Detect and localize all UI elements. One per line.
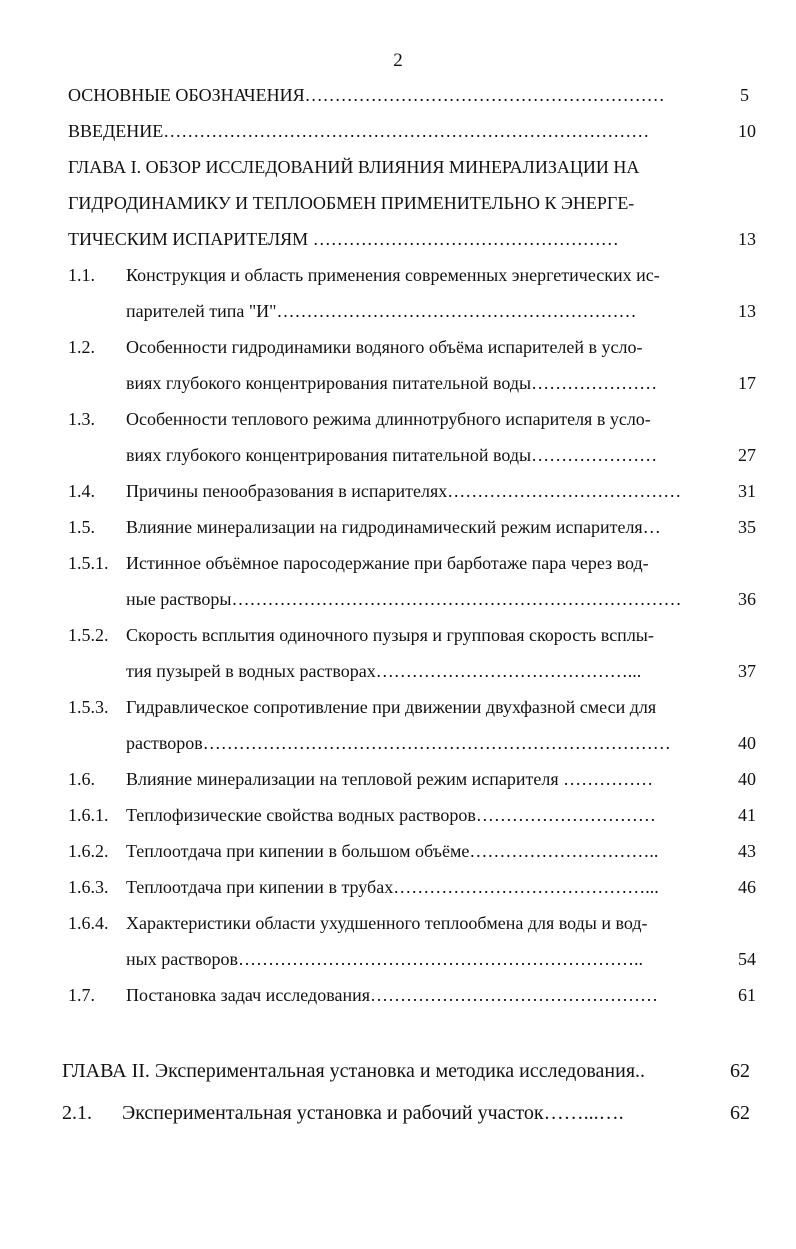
toc-line bbox=[0, 1056, 796, 1086]
toc-entry-title: виях глубокого концентрирования питательной воды………………… bbox=[126, 373, 658, 393]
toc-entry-title: ТИЧЕСКИМ ИСПАРИТЕЛЯМ …………………………………………… bbox=[68, 229, 619, 249]
toc-entry-title: Влияние минерализации на тепловой режим испарителя …………… bbox=[126, 769, 654, 789]
toc-line bbox=[0, 728, 796, 758]
toc-entry-number: 1.6.4. bbox=[68, 913, 109, 933]
toc-entry-number: 1.6.1. bbox=[68, 805, 109, 825]
toc-entry-title: Гидравлическое сопротивление при движении двухфазной смеси для bbox=[126, 697, 657, 717]
toc-page-number: 40 bbox=[738, 733, 756, 753]
toc-entry-title: растворов…………………………………………………………………… bbox=[126, 733, 671, 753]
toc-entry-title: ные растворы………………………………………………………………… bbox=[126, 589, 682, 609]
toc-entry-title: виях глубокого концентрирования питательной воды………………… bbox=[126, 445, 658, 465]
toc-entry-number: 1.5.1. bbox=[68, 553, 109, 573]
toc-line bbox=[0, 584, 796, 614]
toc-entry-title: ГЛАВА II. Экспериментальная установка и методика исследования.. bbox=[62, 1060, 646, 1082]
toc-entry-title: ОСНОВНЫЕ ОБОЗНАЧЕНИЯ…………………………………………………… bbox=[68, 85, 665, 105]
toc-page-number: 10 bbox=[738, 121, 756, 141]
toc-line bbox=[0, 980, 796, 1010]
toc-page-number: 13 bbox=[738, 301, 756, 321]
toc-page-number: 17 bbox=[738, 373, 756, 393]
toc-entry-title: тия пузырей в водных растворах……………………………………... bbox=[126, 661, 642, 681]
toc-entry-number: 1.1. bbox=[68, 265, 95, 285]
toc-entry-number: 1.6. bbox=[68, 769, 95, 789]
toc-page-number: 61 bbox=[738, 985, 756, 1005]
toc-entry-title: Истинное объёмное паросодержание при барботаже пара через вод- bbox=[126, 553, 649, 573]
toc-line bbox=[0, 440, 796, 470]
page-number: 2 bbox=[393, 50, 403, 71]
toc-page-number: 27 bbox=[738, 445, 756, 465]
toc-page-number: 35 bbox=[738, 517, 756, 537]
toc-page-number: 43 bbox=[738, 841, 756, 861]
toc-entry-number: 1.4. bbox=[68, 481, 95, 501]
toc-line bbox=[0, 260, 796, 290]
toc-page-number: 41 bbox=[738, 805, 756, 825]
toc-entry-title: ных растворов………………………………………………………….. bbox=[126, 949, 643, 969]
toc-entry-title: Конструкция и область применения современных энергетических ис- bbox=[126, 265, 660, 285]
toc-entry-title: Теплоотдача при кипении в большом объёме………………………….. bbox=[126, 841, 659, 861]
toc-entry-title: Теплоотдача при кипении в трубах……………………………………... bbox=[126, 877, 659, 897]
toc-entry-number: 2.1. bbox=[62, 1102, 92, 1124]
toc-page-number: 13 bbox=[738, 229, 756, 249]
toc-entry-title: ГИДРОДИНАМИКУ И ТЕПЛООБМЕН ПРИМЕНИТЕЛЬНО К ЭНЕРГЕ- bbox=[68, 193, 635, 213]
toc-line bbox=[0, 908, 796, 938]
toc-entry-title: Постановка задач исследования………………………………………… bbox=[126, 985, 658, 1005]
toc-entry-number: 1.6.2. bbox=[68, 841, 109, 861]
toc-entry-title: Скорость всплытия одиночного пузыря и групповая скорость всплы- bbox=[126, 625, 654, 645]
toc-line bbox=[0, 476, 796, 506]
toc-page-number: 31 bbox=[738, 481, 756, 501]
toc-entry-number: 1.5.2. bbox=[68, 625, 109, 645]
toc-line bbox=[0, 296, 796, 326]
toc-line bbox=[0, 368, 796, 398]
toc-entry-number: 1.7. bbox=[68, 985, 95, 1005]
toc-line bbox=[0, 548, 796, 578]
toc-line bbox=[0, 620, 796, 650]
toc-entry-title: Характеристики области ухудшенного теплообмена для воды и вод- bbox=[126, 913, 648, 933]
toc-entry-number: 1.3. bbox=[68, 409, 95, 429]
toc-entry-number: 1.6.3. bbox=[68, 877, 109, 897]
toc-line bbox=[0, 1098, 796, 1128]
toc-entry-title: Причины пенообразования в испарителях………………………………… bbox=[126, 481, 682, 501]
toc-line bbox=[0, 224, 796, 254]
toc-line bbox=[0, 188, 796, 218]
toc-page-number: 46 bbox=[738, 877, 756, 897]
toc-page-number: 5 bbox=[740, 85, 749, 105]
toc-entry-title: ВВЕДЕНИЕ……………………………………………………………………… bbox=[68, 121, 650, 141]
toc-line bbox=[0, 764, 796, 794]
toc-page-number: 40 bbox=[738, 769, 756, 789]
toc-page-number: 37 bbox=[738, 661, 756, 681]
toc-entry-number: 1.2. bbox=[68, 337, 95, 357]
toc-line bbox=[0, 944, 796, 974]
toc-line bbox=[0, 152, 796, 182]
toc-line bbox=[0, 332, 796, 362]
toc-entry-title: ГЛАВА I. ОБЗОР ИССЛЕДОВАНИЙ ВЛИЯНИЯ МИНЕРАЛИЗАЦИИ НА bbox=[68, 157, 640, 177]
toc-page-number: 62 bbox=[730, 1102, 750, 1124]
toc-line bbox=[0, 872, 796, 902]
toc-line bbox=[0, 656, 796, 686]
toc-line bbox=[0, 80, 796, 110]
toc-entry-title: Теплофизические свойства водных растворов………………………… bbox=[126, 805, 656, 825]
toc-page-number: 54 bbox=[738, 949, 756, 969]
toc-line bbox=[0, 404, 796, 434]
toc-entry-title: парителей типа "И"…………………………………………………… bbox=[126, 301, 637, 321]
toc-entry-number: 1.5. bbox=[68, 517, 95, 537]
toc-entry-number: 1.5.3. bbox=[68, 697, 109, 717]
toc-page-number: 62 bbox=[730, 1060, 750, 1082]
toc-line bbox=[0, 836, 796, 866]
toc-line bbox=[0, 512, 796, 542]
toc-page-number: 36 bbox=[738, 589, 756, 609]
toc-line bbox=[0, 800, 796, 830]
toc-entry-title: Экспериментальная установка и рабочий участок……...…. bbox=[122, 1102, 624, 1124]
toc-entry-title: Особенности гидродинамики водяного объёма испарителей в усло- bbox=[126, 337, 643, 357]
toc-line bbox=[0, 692, 796, 722]
toc-entry-title: Влияние минерализации на гидродинамический режим испарителя… bbox=[126, 517, 661, 537]
toc-entry-title: Особенности теплового режима длиннотрубного испарителя в усло- bbox=[126, 409, 651, 429]
toc-line bbox=[0, 116, 796, 146]
